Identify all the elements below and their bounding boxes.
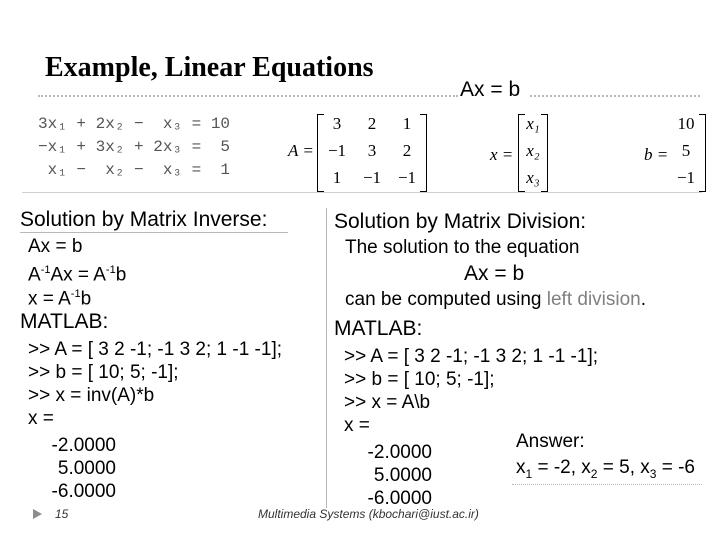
code-line: >> A = [ 3 2 -1; -1 3 2; 1 -1 -1]; xyxy=(344,346,599,367)
left-heading: Solution by Matrix Inverse: xyxy=(20,208,268,231)
left-heading-rule xyxy=(20,232,288,233)
left-matlab-heading: MATLAB: xyxy=(20,310,109,333)
matrix-cell: 2 xyxy=(402,141,412,160)
code-line: >> b = [ 10; 5; -1]; xyxy=(28,362,179,383)
matrix-a-label: A = xyxy=(288,141,314,160)
right-line-3: can be computed using left division. xyxy=(345,289,647,310)
vector-cell: x₃ xyxy=(526,168,540,187)
footer-text: Multimedia Systems (kbochari@iust.ac.ir) xyxy=(258,507,479,521)
vector-cell: 5 xyxy=(681,141,691,160)
output-line: -6.0000 xyxy=(51,481,116,502)
matrix-cell: −1 xyxy=(327,141,347,160)
equation-row: 3x₁ + 2x₂ − x₃ = 10 xyxy=(38,115,231,133)
vector-b-label: b = xyxy=(644,145,669,164)
output-line: -6.0000 xyxy=(367,488,432,509)
left-division-highlight: left division xyxy=(546,289,641,310)
left-code-block xyxy=(28,338,282,430)
matrix-cell: −1 xyxy=(362,168,382,187)
code-line: x = xyxy=(28,408,54,429)
right-matlab-heading: MATLAB: xyxy=(334,317,423,340)
left-output xyxy=(48,434,116,503)
matrix-cell: 1 xyxy=(332,168,342,187)
code-line: >> A = [ 3 2 -1; -1 3 2; 1 -1 -1]; xyxy=(28,339,283,360)
title-rule-left xyxy=(38,95,458,97)
section-rule xyxy=(22,192,702,193)
matrix-cell: 3 xyxy=(367,141,377,160)
matrix-a xyxy=(317,114,427,190)
vector-x xyxy=(518,114,548,190)
output-line: 5.0000 xyxy=(373,465,432,486)
equation-system xyxy=(38,113,230,182)
code-line: >> x = inv(A)*b xyxy=(28,385,155,406)
matrix-cell: 1 xyxy=(402,114,412,133)
output-line: 5.0000 xyxy=(57,458,116,479)
vector-cell: −1 xyxy=(676,168,696,187)
matrix-cell: 2 xyxy=(367,114,377,133)
answer-values: $x_1 = -2$, $x_2 = 5$, $x_3 = -6$ xyxy=(516,457,696,481)
vector-x-label: x = xyxy=(490,145,514,164)
matrix-cell: −1 xyxy=(397,168,417,187)
matrix-form-label: Ax = b xyxy=(460,78,521,101)
matrix-cell: 3 xyxy=(332,114,342,133)
vector-cell: x₂ xyxy=(526,141,540,160)
right-code-block xyxy=(344,345,598,437)
right-heading: Solution by Matrix Division: xyxy=(334,210,587,233)
page-number: 15 xyxy=(55,507,69,521)
right-line-2: Ax = b xyxy=(464,262,525,285)
right-output xyxy=(362,441,432,510)
left-line-1: Ax = b xyxy=(28,236,83,257)
title-rule-right xyxy=(530,95,700,97)
vector-b xyxy=(670,114,706,190)
vector-cell: 10 xyxy=(677,114,695,133)
answer-label: Answer: xyxy=(516,431,585,452)
footer-bullet-icon xyxy=(33,509,42,519)
code-line: >> x = A\b xyxy=(344,392,431,413)
column-divider xyxy=(326,208,327,508)
slide-title: Example, Linear Equations xyxy=(45,52,374,83)
right-line-1: The solution to the equation xyxy=(345,237,580,258)
answer-rule xyxy=(512,484,702,485)
vector-cell: x₁ xyxy=(526,114,540,133)
code-line: x = xyxy=(344,415,370,436)
left-line-2: $A^{-1}Ax = A^{-1}b$ xyxy=(28,264,127,286)
left-line-3: $x = A^{-1}b$ xyxy=(28,288,92,310)
equation-row: x₁ − x₂ − x₃ = 1 xyxy=(38,161,231,179)
code-line: >> b = [ 10; 5; -1]; xyxy=(344,369,495,390)
output-line: -2.0000 xyxy=(51,435,116,456)
equation-row: −x₁ + 3x₂ + 2x₃ = 5 xyxy=(38,138,231,156)
output-line: -2.0000 xyxy=(367,442,432,463)
